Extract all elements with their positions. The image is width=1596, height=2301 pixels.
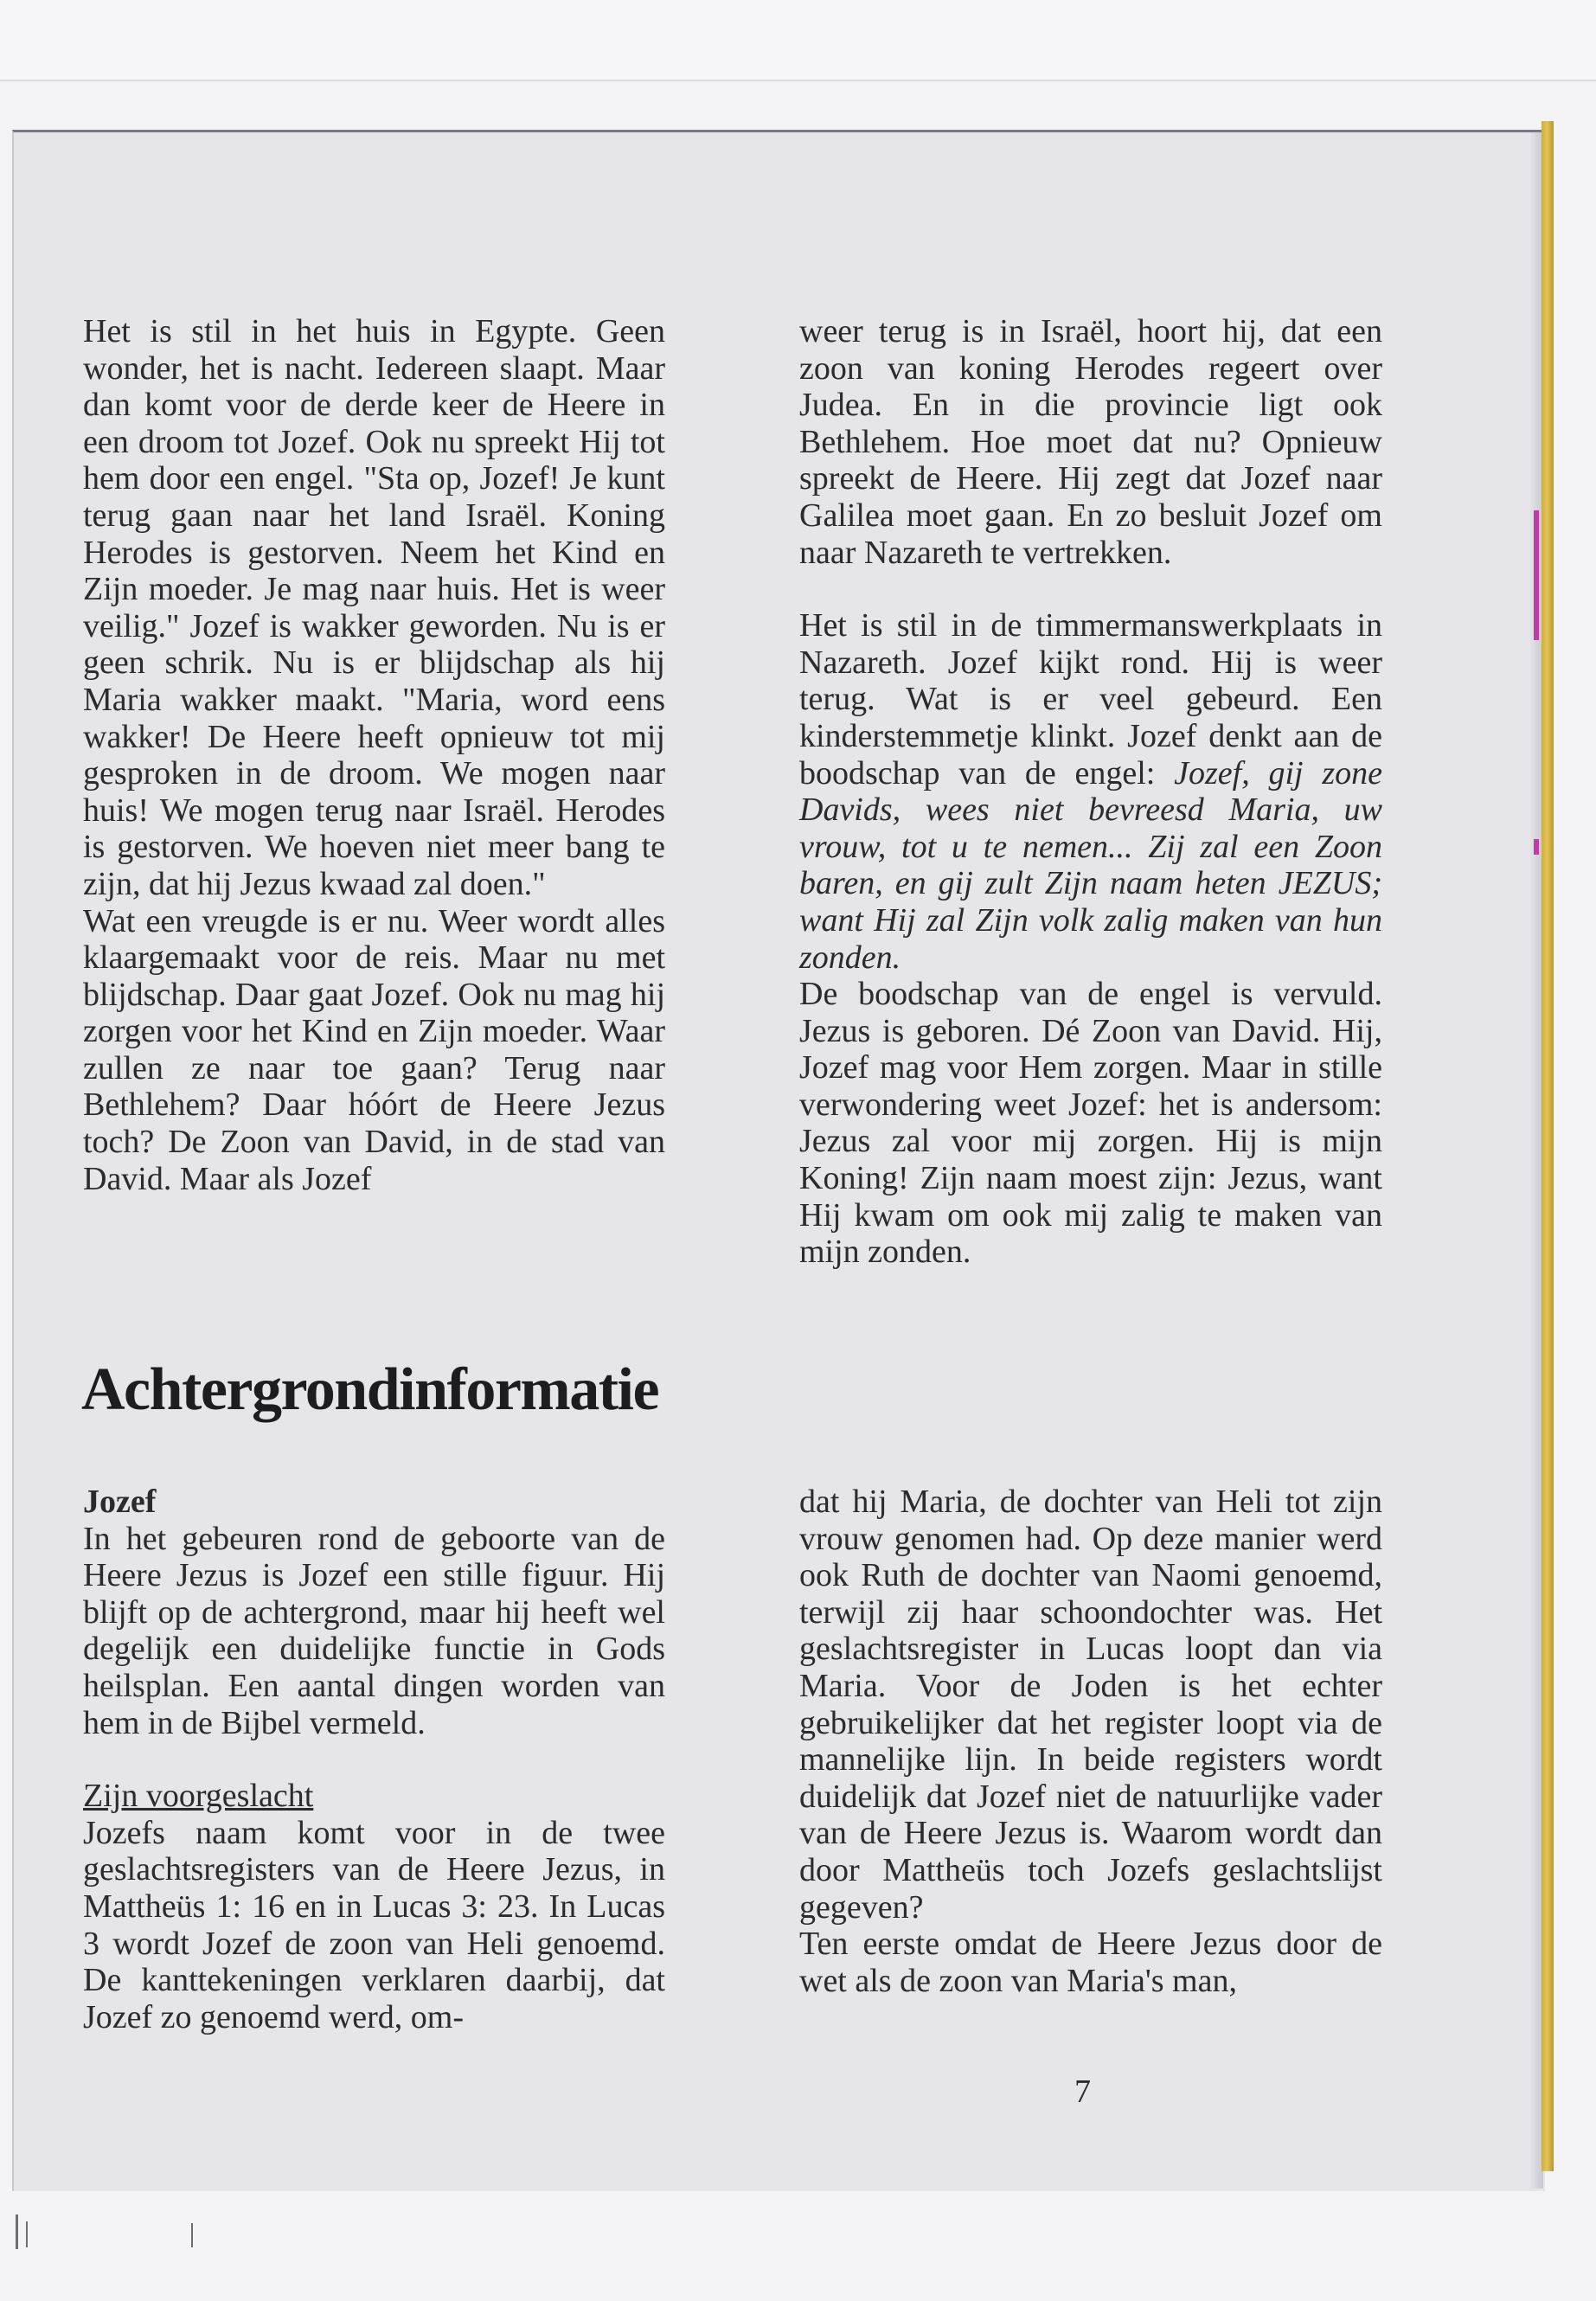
subheading: Jozef <box>83 1484 157 1520</box>
story-paragraph: weer terug is in Israël, hoort hij, dat een zoon van koning Herodes regeert over Judea. En in die provincie ligt ook Bethlehem. Hoe moet dat nu? Opnieuw spreekt de Heere. Hij zegt dat Jozef naar Galilea moet gaan. En zo besluit Jozef om naar Nazareth te vertrekken. <box>799 313 1382 571</box>
edge-color-mark <box>1534 839 1539 855</box>
section-heading: Achtergrondinformatie <box>81 1356 659 1423</box>
scan-artifact <box>191 2223 193 2247</box>
story-column-right <box>799 313 1382 1271</box>
story-paragraph <box>799 607 1382 976</box>
background-paragraph: Jozefs naam komt voor in de twee geslachtsregisters van de Heere Jezus, in Mattheüs 1: 16 en in Lucas 3: 23. In Lucas 3 wordt Jozef de zoon van Heli genoemd. De kanttekeningen verklaren daarbij, dat Jozef zo genoemd werd, om- <box>83 1814 665 2035</box>
scan-artifact <box>26 2221 28 2247</box>
story-paragraph: Wat een vreugde is er nu. Weer wordt alles klaargemaakt voor de reis. Maar nu met blijdschap. Daar gaat Jozef. Ook nu mag hij zorgen voor het Kind en Zijn moeder. Waar zullen ze naar toe gaan? Terug naar Bethlehem? Daar hóórt de Heere Jezus toch? De Zoon van David, in de stad van David. Maar als Jozef <box>83 902 665 1197</box>
story-column-left <box>83 313 665 1197</box>
paragraph-gap <box>799 571 1382 607</box>
story-paragraph: De boodschap van de engel is vervuld. Jezus is geboren. Dé Zoon van David. Hij, Jozef mag voor Hem zorgen. Maar in stille verwondering weet Jozef: het is andersom: Jezus zal voor mij zorgen. Hij is mijn Koning! Zijn naam moest zijn: Jezus, want Hij kwam om ook mij zalig te maken van mijn zonden. <box>799 976 1382 1271</box>
angel-quote: Jozef, gij zone Davids, wees niet bevreesd Maria, uw vrouw, tot u te nemen... Zij zal een Zoon baren, en gij zult Zijn naam heten JEZUS; want Hij zal Zijn volk zalig maken van hun zonden. <box>799 754 1382 976</box>
edge-color-mark <box>1534 554 1539 640</box>
section-title: Zijn voorgeslacht <box>83 1778 314 1815</box>
background-paragraph: Ten eerste omdat de Heere Jezus door de wet als de zoon van Maria's man, <box>799 1926 1382 1999</box>
page-number: 7 <box>1074 2073 1091 2110</box>
scan-background <box>0 0 1596 81</box>
background-column-right <box>799 1484 1382 1999</box>
gilded-page-edge <box>1542 121 1554 2171</box>
paragraph-gap <box>83 1741 665 1778</box>
background-paragraph: dat hij Maria, de dochter van Heli tot zijn vrouw genomen had. Op deze manier werd ook Ruth de dochter van Naomi genoemd, terwijl zij haar schoondochter was. Het geslachtsregister in Lucas loopt dan via Maria. Voor de Joden is het echter gebruikelijker dat het register loopt via de mannelijke lijn. In beide registers wordt duidelijk dat Jozef niet de natuurlijke vader van de Heere Jezus is. Waarom wordt dan door Mattheüs toch Jozefs geslachtslijst gegeven? <box>799 1484 1382 1926</box>
background-column-left <box>83 1484 665 2035</box>
story-paragraph-intro: Het is stil in de timmermanswerkplaats in Nazareth. Jozef kijkt rond. Hij is weer terug. Wat is er veel gebeurd. Een kinderstemmetje klinkt. Jozef denkt aan de boodschap van de engel: <box>799 607 1382 792</box>
story-paragraph: Het is stil in het huis in Egypte. Geen wonder, het is nacht. Iedereen slaapt. Maar dan komt voor de derde keer de Heere in een droom tot Jozef. Ook nu spreekt Hij tot hem door een engel. "Sta op, Jozef! Je kunt terug gaan naar het land Israël. Koning Herodes is gestorven. Neem het Kind en Zijn moeder. Je mag naar huis. Het is weer veilig." Jozef is wakker geworden. Nu is er geen schrik. Nu is er blijdschap als hij Maria wakker maakt. "Maria, word eens wakker! De Heere heeft opnieuw tot mij gesproken in de droom. We mogen naar huis! We mogen terug naar Israël. Herodes is gestorven. We hoeven niet meer bang te zijn, dat hij Jezus kwaad zal doen." <box>83 313 665 902</box>
scan-artifact <box>16 2214 18 2249</box>
background-paragraph: In het gebeuren rond de geboorte van de Heere Jezus is Jozef een stille figuur. Hij blijft op de achtergrond, maar hij heeft wel degelijk een duidelijke functie in Gods heilsplan. Een aantal dingen worden van hem in de Bijbel vermeld. <box>83 1520 665 1741</box>
